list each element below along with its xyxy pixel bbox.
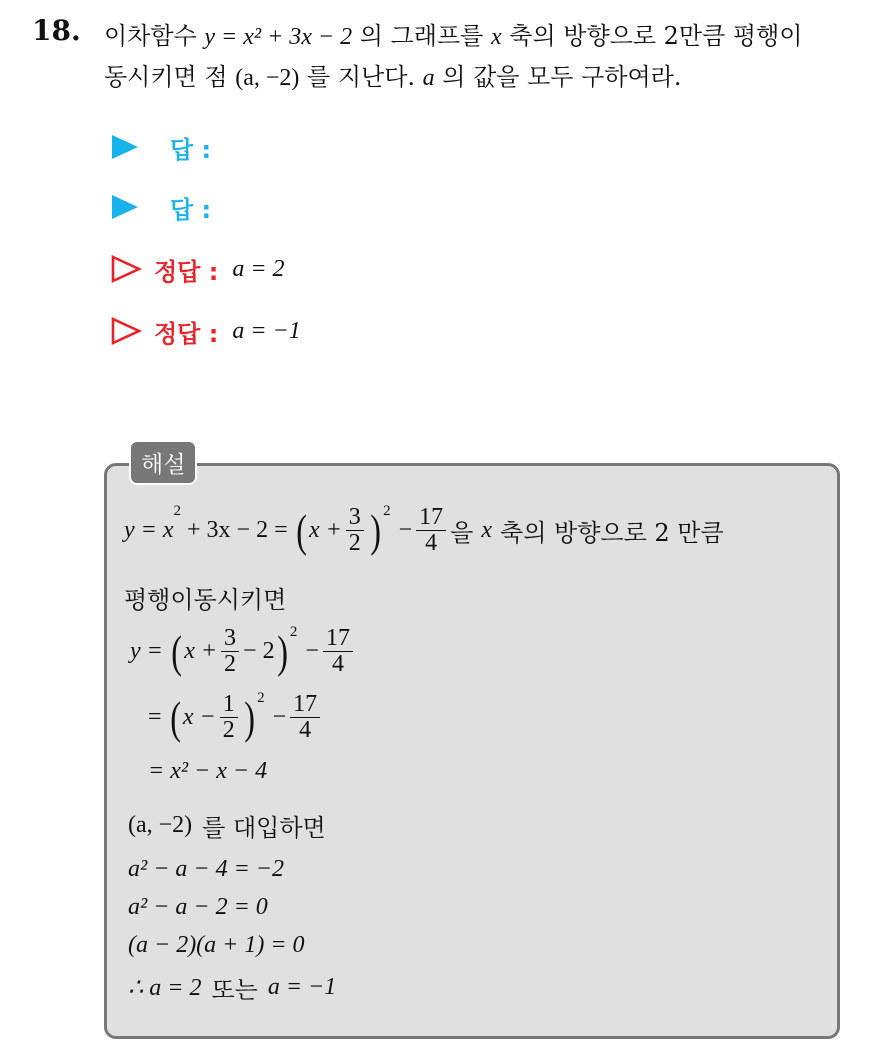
question-text: 의 그래프를 bbox=[359, 22, 484, 50]
question-text: 이차함수 bbox=[104, 22, 197, 50]
question-text: 동시키면 점 bbox=[104, 63, 228, 91]
fraction: $\frac{1}{2}$ bbox=[220, 692, 238, 743]
solution-expr: x − bbox=[182, 704, 216, 731]
answer-row bbox=[110, 129, 225, 165]
question-variable: x bbox=[490, 24, 502, 50]
solution-line-2 bbox=[124, 580, 286, 615]
question-text: 의 값을 모두 구하여라. bbox=[442, 63, 682, 91]
solution-line-10 bbox=[128, 970, 336, 1005]
solution-expr: y = x bbox=[124, 517, 174, 544]
question-text: 를 지난다. bbox=[307, 63, 416, 91]
question-line-2 bbox=[104, 57, 681, 92]
fraction: $\frac{17}{4}$ bbox=[416, 505, 446, 556]
solution-expr: = bbox=[148, 704, 162, 731]
exponent: 2 bbox=[289, 624, 298, 640]
question-text: 축의 방향으로 2만큼 평행이 bbox=[509, 22, 803, 50]
question-variable: a bbox=[422, 65, 435, 91]
solution-expr: − bbox=[305, 638, 319, 665]
answer-label: 답 : bbox=[170, 195, 212, 224]
question-number: 18. bbox=[32, 14, 81, 47]
solution-expr: − bbox=[272, 704, 287, 731]
answer-label: 답 : bbox=[170, 135, 212, 164]
solution-expr: ∴ a = 2 bbox=[128, 975, 202, 1001]
solution-point: (a, −2) bbox=[128, 812, 193, 838]
play-outline-icon bbox=[110, 316, 144, 346]
solution-line-4: = ( x − $\frac{1}{2}$ ) 2 − $\frac{17}{4}$ bbox=[148, 692, 324, 743]
fraction: $\frac{17}{4}$ bbox=[290, 692, 320, 743]
solution-text: 평행이동시키면 bbox=[124, 586, 287, 614]
correct-answer-value: a = 2 bbox=[232, 255, 285, 282]
solution-line-5 bbox=[148, 758, 267, 785]
solution-expr: a² − a − 2 = 0 bbox=[128, 894, 268, 920]
solution-expr: y = bbox=[130, 638, 163, 665]
question-equation: y = x² + 3x − 2 bbox=[204, 24, 353, 50]
solution-tag: 해설 bbox=[129, 440, 197, 485]
exponent: 2 bbox=[383, 503, 391, 519]
answer-row bbox=[110, 189, 225, 225]
solution-text: 를 대입하면 bbox=[202, 814, 326, 842]
solution-line-9 bbox=[128, 932, 305, 959]
solution-line-6 bbox=[128, 808, 326, 843]
solution-expr: − 2 bbox=[243, 638, 275, 665]
solution-line-8 bbox=[128, 894, 268, 921]
correct-answer-row bbox=[110, 251, 285, 287]
fraction: $\frac{3}{2}$ bbox=[346, 505, 364, 556]
solution-expr: x + bbox=[308, 517, 342, 544]
solution-text: 또는 bbox=[211, 976, 258, 1004]
correct-answer-row bbox=[110, 313, 301, 349]
correct-answer-label: 정답 : bbox=[154, 257, 219, 286]
solution-line-1: y = x 2 + 3x − 2 = ( x + $\frac{3}{2}$ ) 2 − $\frac{17}{4}$ 을 x 축의 방향으로 2 만큼 bbox=[124, 503, 724, 557]
play-filled-icon bbox=[110, 192, 144, 222]
question-line-1 bbox=[104, 16, 802, 51]
solution-expr: − bbox=[398, 517, 413, 544]
play-outline-icon bbox=[110, 254, 144, 284]
solution-expr: a² − a − 4 = −2 bbox=[128, 856, 284, 882]
solution-expr: x + bbox=[184, 638, 218, 665]
solution-expr: + 3x − 2 = bbox=[187, 517, 288, 544]
fraction: $\frac{17}{4}$ bbox=[323, 626, 353, 677]
exponent: 2 bbox=[257, 690, 265, 706]
solution-line-3: y = ( x + $\frac{3}{2}$ − 2 ) 2 − $\frac{17}{4}$ bbox=[130, 626, 357, 677]
solution-text: 축의 방향으로 2 만큼 bbox=[500, 519, 724, 548]
solution-expr: (a − 2)(a + 1) = 0 bbox=[128, 932, 305, 958]
correct-answer-value: a = −1 bbox=[232, 317, 301, 344]
solution-line-7 bbox=[128, 856, 284, 883]
play-filled-icon bbox=[110, 132, 144, 162]
solution-expr: a = −1 bbox=[267, 974, 337, 1000]
question-point: (a, −2) bbox=[235, 65, 300, 91]
solution-text: 을 bbox=[450, 519, 474, 548]
solution-expr: = x² − x − 4 bbox=[148, 758, 268, 784]
fraction: $\frac{3}{2}$ bbox=[221, 626, 239, 677]
correct-answer-label: 정답 : bbox=[154, 319, 219, 348]
exponent: 2 bbox=[173, 503, 181, 519]
solution-variable: x bbox=[481, 517, 493, 544]
